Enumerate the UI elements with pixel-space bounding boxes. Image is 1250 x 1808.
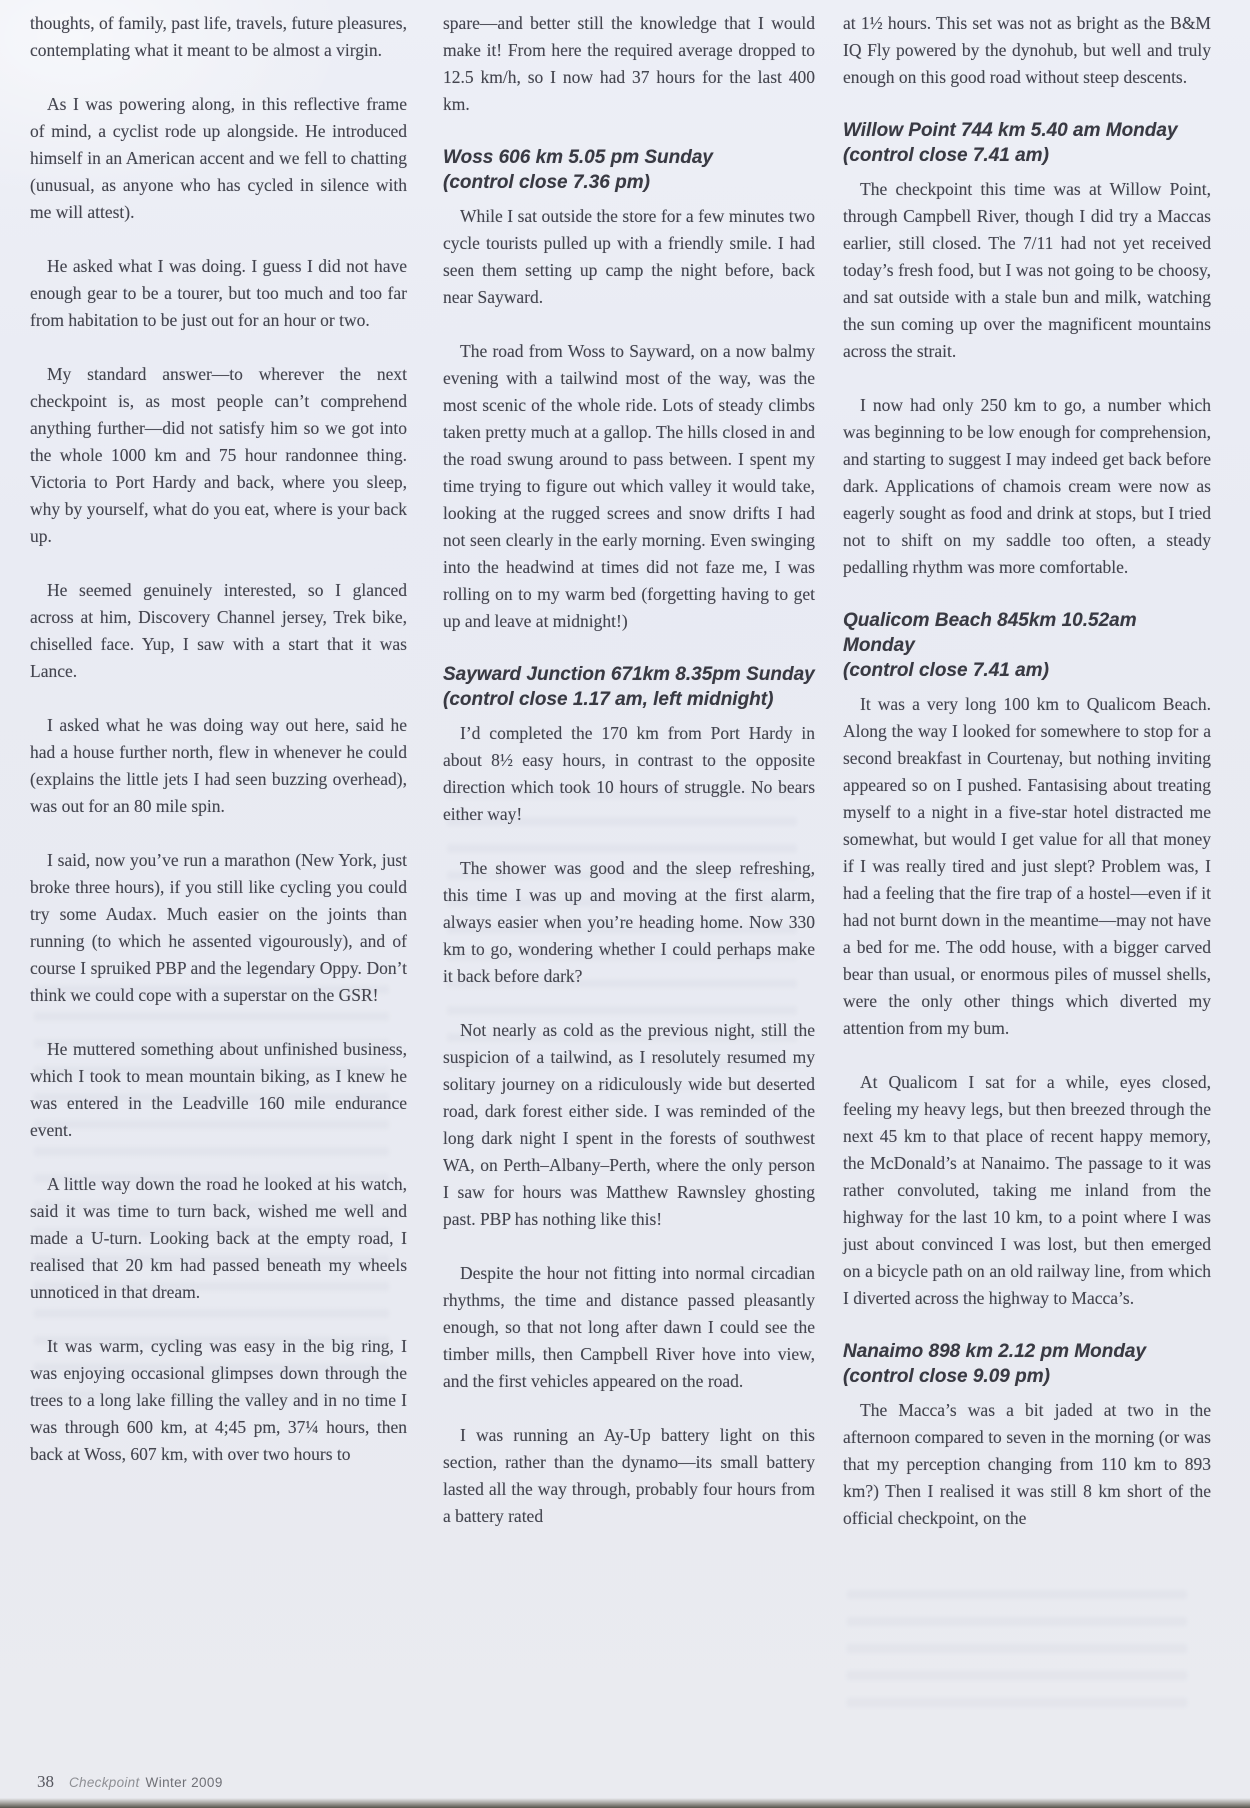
bleed-through-artifact xyxy=(847,1590,1187,1720)
body-paragraph: I was running an Ay-Up battery light on this section, rather than the dynamo—its small battery lasted all the way through, probably four hours from a battery rated xyxy=(443,1425,815,1526)
body-paragraph: I asked what he was doing way out here, said he had a house further north, flew in whenever he could (explains the little jets I had seen buzzing overhead), was out for an 80 mile spin. xyxy=(30,715,407,816)
checkpoint-heading-line1: Woss 606 km 5.05 pm Sunday xyxy=(443,147,713,168)
text-column-left xyxy=(30,10,407,1495)
checkpoint-heading-line2: (control close 7.41 am) xyxy=(843,145,1049,166)
body-paragraph: The checkpoint this time was at Willow Point, through Campbell River, though I did try a Maccas earlier, still closed. The 7/11 had not yet received today’s fresh food, but I was not going to be choosy, and sat outside with a stale bun and milk, watching the sun coming up over the magnificent mountains across the strait. xyxy=(843,179,1211,361)
text-column-middle xyxy=(443,10,815,1557)
body-paragraph: thoughts, of family, past life, travels, future pleasures, contemplating what it meant to be almost a virgin. xyxy=(30,13,407,60)
page-bottom-edge xyxy=(0,1798,1250,1808)
body-paragraph: As I was powering along, in this reflective frame of mind, a cyclist rode up alongside. He introduced himself in an American accent and we fell to chatting (unusual, as anyone who has cycled in silence with me will attest). xyxy=(30,94,407,222)
body-paragraph: A little way down the road he looked at his watch, said it was time to turn back, wished me well and made a U-turn. Looking back at the empty road, I realised that 20 km had passed beneath my wheels unnoticed in that dream. xyxy=(30,1174,407,1302)
body-paragraph: He muttered something about unfinished business, which I took to mean mountain biking, as I knew he was entered in the Leadville 160 mile endurance event. xyxy=(30,1039,407,1140)
checkpoint-heading-line2: (control close 7.41 am) xyxy=(843,660,1049,681)
body-paragraph: The shower was good and the sleep refreshing, this time I was up and moving at the first alarm, always easier when you’re heading home. Now 330 km to go, wondering whether I could perhaps make it back before dark? xyxy=(443,858,815,986)
body-paragraph: While I sat outside the store for a few minutes two cycle tourists pulled up with a friendly smile. I had seen them setting up camp the night before, back near Sayward. xyxy=(443,206,815,307)
checkpoint-heading-line1: Sayward Junction 671km 8.35pm Sunday xyxy=(443,664,815,685)
issue-label: Winter 2009 xyxy=(145,1775,223,1790)
body-paragraph: The road from Woss to Sayward, on a now balmy evening with a tailwind most of the way, was the most scenic of the whole ride. Lots of steady climbs taken pretty much at a gallop. The hills closed in and the road swung around to pass between. I spent my time trying to figure out which valley it would take, looking at the rugged screes and snow drifts I had not seen clearly in the early morning. Even swinging into the headwind at times did not faze me, I was rolling on to my warm bed (forgetting having to get up and leave at midnight!) xyxy=(443,341,815,631)
checkpoint-heading xyxy=(443,145,815,195)
checkpoint-heading xyxy=(843,118,1211,168)
checkpoint-heading xyxy=(443,662,815,712)
body-paragraph: The Macca’s was a bit jaded at two in the afternoon compared to seven in the morning (or was that my perception changing from 110 km to 893 km?) Then I realised it was still 8 km short of the official checkpoint, on the xyxy=(843,1400,1211,1528)
page-footer xyxy=(37,1772,223,1792)
body-paragraph: It was a very long 100 km to Qualicom Beach. Along the way I looked for somewhere to stop for a second breakfast in Courtenay, but nothing inviting appeared so on I pushed. Fantasising about treating myself to a night in a five-star hotel distracted me somewhat, but would I get value for all that money if I was really tired and just slept? Problem was, I had a feeling that the fire trap of a hostel—even if it had not burnt down in the meantime—may not have a bed for me. The odd house, with a bigger carved bear than usual, or enormous piles of mussel shells, were the only other things which diverted my attention from my bum. xyxy=(843,694,1211,1038)
body-paragraph: I said, now you’ve run a marathon (New York, just broke three hours), if you still like cycling you could try some Audax. Much easier on the joints than running (to which he assented vigourously), and of course I spruiked PBP and the legendary Oppy. Don’t think we could cope with a superstar on the GSR! xyxy=(30,850,407,1005)
checkpoint-heading xyxy=(843,1339,1211,1389)
body-paragraph: I now had only 250 km to go, a number which was beginning to be low enough for comprehension, and starting to suggest I may indeed get back before dark. Applications of chamois cream were now as eagerly sought as food and drink at stops, but I tried not to shift on my saddle too often, a steady pedalling rhythm was more comfortable. xyxy=(843,395,1211,577)
body-paragraph: He asked what I was doing. I guess I did not have enough gear to be a tourer, but too much and too far from habitation to be just out for an hour or two. xyxy=(30,256,407,330)
checkpoint-heading xyxy=(843,608,1211,683)
checkpoint-heading-line1: Qualicom Beach 845km 10.52am Monday xyxy=(843,610,1137,656)
page-number: 38 xyxy=(37,1772,54,1791)
body-paragraph: It was warm, cycling was easy in the big ring, I was enjoying occasional glimpses down through the trees to a long lake filling the valley and in no time I was through 600 km, at 4;45 pm, 37¼ hours, then back at Woss, 607 km, with over two hours to xyxy=(30,1336,407,1464)
body-paragraph: at 1½ hours. This set was not as bright as the B&M IQ Fly powered by the dynohub, but well and truly enough on this good road without steep descents. xyxy=(843,13,1211,87)
body-paragraph: At Qualicom I sat for a while, eyes closed, feeling my heavy legs, but then breezed through the next 45 km to that place of recent happy memory, the McDonald’s at Nanaimo. The passage to it was rather convoluted, taking me inland from the highway for the last 10 km, to a point where I was just about convinced I was lost, but then emerged on a bicycle path on an old railway line, from which I diverted across the highway to Macca’s. xyxy=(843,1072,1211,1308)
checkpoint-heading-line2: (control close 7.36 pm) xyxy=(443,172,650,193)
checkpoint-heading-line2: (control close 1.17 am, left midnight) xyxy=(443,689,774,710)
checkpoint-heading-line2: (control close 9.09 pm) xyxy=(843,1366,1050,1387)
checkpoint-heading-line1: Nanaimo 898 km 2.12 pm Monday xyxy=(843,1341,1147,1362)
text-column-right xyxy=(843,10,1211,1559)
magazine-title: Checkpoint xyxy=(69,1775,140,1790)
checkpoint-heading-line1: Willow Point 744 km 5.40 am Monday xyxy=(843,120,1178,141)
body-paragraph: He seemed genuinely interested, so I glanced across at him, Discovery Channel jersey, Trek bike, chiselled face. Yup, I saw with a start that it was Lance. xyxy=(30,580,407,681)
body-paragraph: Despite the hour not fitting into normal circadian rhythms, the time and distance passed pleasantly enough, so that not long after dawn I could see the timber mills, then Campbell River hove into view, and the first vehicles appeared on the road. xyxy=(443,1263,815,1391)
body-paragraph: Not nearly as cold as the previous night, still the suspicion of a tailwind, as I resolutely resumed my solitary journey on a ridiculously wide but deserted road, dark forest either side. I was reminded of the long dark night I spent in the forests of southwest WA, on Perth–Albany–Perth, where the only person I saw for hours was Matthew Rawnsley ghosting past. PBP has nothing like this! xyxy=(443,1020,815,1229)
body-paragraph: I’d completed the 170 km from Port Hardy in about 8½ easy hours, in contrast to the opposite direction which took 10 hours of struggle. No bears either way! xyxy=(443,723,815,824)
body-paragraph: spare—and better still the knowledge that I would make it! From here the required average dropped to 12.5 km/h, so I now had 37 hours for the last 400 km. xyxy=(443,13,815,114)
body-paragraph: My standard answer—to wherever the next checkpoint is, as most people can’t comprehend anything further—did not satisfy him so we got into the whole 1000 km and 75 hour randonnee thing. Victoria to Port Hardy and back, where you sleep, why by yourself, what do you eat, where is your back up. xyxy=(30,364,407,546)
